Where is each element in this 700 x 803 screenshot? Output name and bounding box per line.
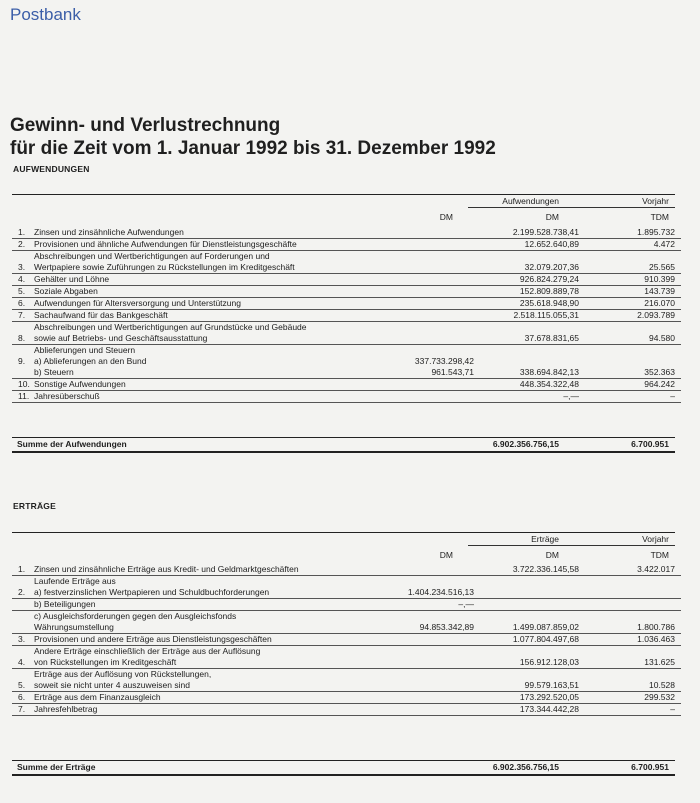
row-value-dm: –,—	[374, 599, 474, 611]
table-row	[12, 345, 681, 368]
header-ertraege: Erträge	[531, 534, 559, 544]
row-value-total: 1.077.804.497,68	[474, 634, 585, 646]
row-value-vorjahr: 1.895.732	[585, 227, 681, 239]
row-number	[12, 599, 34, 611]
row-value-dm	[374, 704, 474, 716]
row-value-vorjahr: 3.422.017	[585, 564, 681, 576]
row-label	[34, 379, 374, 391]
row-label	[34, 564, 374, 576]
table-row	[12, 611, 681, 634]
row-label-line: Zinsen und zinsähnliche Erträge aus Kredit- und Geldmarktgeschäften	[34, 564, 299, 574]
row-value-total: 2.199.528.738,41	[474, 227, 585, 239]
row-value-dm	[374, 298, 474, 310]
row-label	[34, 692, 374, 704]
row-number: 9.	[18, 356, 26, 366]
row-label-line: Andere Erträge einschließlich der Erträge aus der Auflösung	[34, 646, 261, 656]
row-label	[34, 227, 374, 239]
row-value-vorjahr: 4.472	[585, 239, 681, 251]
header-vorjahr: Vorjahr	[642, 196, 669, 206]
row-label-line: Gehälter und Löhne	[34, 274, 110, 284]
row-value-total: 32.079.207,36	[474, 251, 585, 274]
row-label	[34, 239, 374, 251]
section-label-ertraege: ERTRÄGE	[13, 501, 56, 511]
table-row	[12, 239, 681, 251]
table-row	[12, 298, 681, 310]
row-label	[34, 599, 374, 611]
page-title	[10, 114, 496, 160]
row-label	[34, 298, 374, 310]
row-value-vorjahr: 910.399	[585, 274, 681, 286]
header-unit-dm-3: DM	[439, 550, 453, 560]
row-label-line: sowie auf Betriebs- und Geschäftsausstattung	[34, 333, 208, 343]
row-label-line: b) Beteiligungen	[34, 599, 96, 609]
row-number	[12, 611, 34, 634]
table-row	[12, 227, 681, 239]
row-value-dm	[374, 692, 474, 704]
summe-ertraege-vorjahr: 6.700.951	[631, 762, 669, 772]
row-label-line: Soziale Abgaben	[34, 286, 98, 296]
row-value-total: 99.579.163,51	[474, 669, 585, 692]
table-row	[12, 634, 681, 646]
row-value-vorjahr: 216.070	[585, 298, 681, 310]
row-value-total: 448.354.322,48	[474, 379, 585, 391]
row-label	[34, 310, 374, 322]
row-value-dm: 961.543,71	[374, 367, 474, 379]
row-label-line: a) festverzinslichen Wertpapieren und Schuldbuchforderungen	[34, 587, 270, 597]
brand-logo-text: Postbank	[10, 5, 81, 24]
row-number: 1.	[12, 227, 34, 239]
row-label	[34, 646, 374, 669]
title-line-1: Gewinn- und Verlustrechnung	[10, 115, 281, 136]
row-value-total: 173.292.520,05	[474, 692, 585, 704]
row-value-vorjahr: 25.565	[585, 251, 681, 274]
row-label-line: Erträge aus dem Finanzausgleich	[34, 692, 161, 702]
row-label-line: c) Ausgleichsforderungen gegen den Ausgleichsfonds	[34, 611, 237, 621]
table-row	[12, 391, 681, 403]
table-row	[12, 646, 681, 669]
row-value-total: 156.912.128,03	[474, 646, 585, 669]
row-value-dm	[374, 227, 474, 239]
row-label	[34, 367, 374, 379]
row-label-line: Ablieferungen und Steuern	[34, 345, 136, 355]
row-value-dm: 94.853.342,89	[374, 611, 474, 634]
header-aufwendungen: Aufwendungen	[502, 196, 559, 206]
header-unit-tdm: TDM	[650, 212, 669, 222]
row-label-line: Wertpapiere sowie Zuführungen zu Rückstellungen im Kreditgeschäft	[34, 262, 295, 272]
row-number: 7.	[12, 704, 34, 716]
row-value-vorjahr: –	[585, 391, 681, 403]
row-value-vorjahr: 2.093.789	[585, 310, 681, 322]
row-value-dm	[374, 391, 474, 403]
row-value-total	[474, 576, 585, 599]
row-number: 3.	[12, 634, 34, 646]
row-value-dm	[374, 286, 474, 298]
row-value-vorjahr	[585, 345, 681, 368]
row-label-line: b) Steuern	[34, 367, 74, 377]
row-value-dm	[374, 310, 474, 322]
row-value-dm	[374, 634, 474, 646]
row-number: 1.	[12, 564, 34, 576]
row-value-vorjahr: 1.800.786	[585, 611, 681, 634]
row-value-total: 926.824.279,24	[474, 274, 585, 286]
row-number: 2.	[12, 576, 34, 599]
summe-ertraege-row	[12, 760, 675, 776]
row-label	[34, 669, 374, 692]
row-label-line: Erträge aus der Auflösung von Rückstellungen,	[34, 669, 212, 679]
row-value-total: –,—	[474, 391, 585, 403]
row-value-total	[474, 345, 585, 368]
row-label-line: Aufwendungen für Altersversorgung und Unterstützung	[34, 298, 241, 308]
summe-ertraege-value: 6.902.356.756,15	[492, 762, 559, 772]
row-number: 2.	[12, 239, 34, 251]
row-value-dm	[374, 251, 474, 274]
row-number: 6.	[12, 692, 34, 704]
row-number: 8.	[12, 322, 34, 345]
row-value-vorjahr: 964.242	[585, 379, 681, 391]
row-label-line: Provisionen und andere Erträge aus Dienstleistungsgeschäften	[34, 634, 272, 644]
row-label-line: Zinsen und zinsähnliche Aufwendungen	[34, 227, 184, 237]
row-label-line: Laufende Erträge aus	[34, 576, 116, 586]
row-number: 3.	[12, 251, 34, 274]
row-label-line: Provisionen und ähnliche Aufwendungen für Dienstleistungsgeschäfte	[34, 239, 297, 249]
row-label-line: soweit sie nicht unter 4 auszuweisen sind	[34, 680, 190, 690]
row-label	[34, 251, 374, 274]
row-value-dm	[374, 274, 474, 286]
ertraege-table	[12, 564, 681, 716]
row-value-vorjahr: 299.532	[585, 692, 681, 704]
row-value-total: 235.618.948,90	[474, 298, 585, 310]
row-number: 7.	[12, 310, 34, 322]
table-row	[12, 310, 681, 322]
row-number: 5.	[12, 286, 34, 298]
row-label	[34, 391, 374, 403]
row-label	[34, 611, 374, 634]
summe-aufwendungen-label: Summe der Aufwendungen	[17, 439, 127, 449]
row-value-dm	[374, 379, 474, 391]
row-label-line: Sachaufwand für das Bankgeschäft	[34, 310, 168, 320]
row-value-total: 338.694.842,13	[474, 367, 585, 379]
row-value-total: 152.809.889,78	[474, 286, 585, 298]
row-number: 5.	[12, 669, 34, 692]
title-line-2: für die Zeit vom 1. Januar 1992 bis 31. Dezember 1992	[10, 138, 496, 159]
row-value-vorjahr: 10.528	[585, 669, 681, 692]
row-value-dm	[374, 239, 474, 251]
table-row	[12, 599, 681, 611]
aufwendungen-column-header	[12, 194, 675, 226]
row-label-line: Währungsumstellung	[34, 622, 114, 632]
header-unit-dm-4: DM	[545, 550, 559, 560]
table-row	[12, 274, 681, 286]
row-value-vorjahr: 131.625	[585, 646, 681, 669]
summe-aufwendungen-value: 6.902.356.756,15	[492, 439, 559, 449]
row-label	[34, 345, 374, 368]
row-value-total: 3.722.336.145,58	[474, 564, 585, 576]
row-value-vorjahr	[585, 576, 681, 599]
row-label	[34, 634, 374, 646]
row-label	[34, 322, 374, 345]
table-row	[12, 576, 681, 599]
row-number	[12, 367, 34, 379]
row-value-vorjahr: –	[585, 704, 681, 716]
header-vorjahr-2: Vorjahr	[642, 534, 669, 544]
row-value-total: 37.678.831,65	[474, 322, 585, 345]
row-label-line: von Rückstellungen im Kreditgeschäft	[34, 657, 177, 667]
table-row	[12, 251, 681, 274]
row-number: 6.	[12, 298, 34, 310]
table-row	[12, 379, 681, 391]
row-value-total	[474, 599, 585, 611]
row-value-vorjahr: 1.036.463	[585, 634, 681, 646]
table-row	[12, 367, 681, 379]
section-label-aufwendungen: AUFWENDUNGEN	[13, 164, 90, 174]
row-label	[34, 286, 374, 298]
row-number: 4.	[12, 274, 34, 286]
table-row	[12, 692, 681, 704]
row-value-dm	[374, 669, 474, 692]
row-label	[34, 576, 374, 599]
row-value-total: 173.344.442,28	[474, 704, 585, 716]
row-value-dm	[374, 322, 474, 345]
row-label-line: Sonstige Aufwendungen	[34, 379, 126, 389]
ertraege-column-header	[12, 532, 675, 564]
header-unit-tdm-2: TDM	[650, 550, 669, 560]
row-value-vorjahr: 352.363	[585, 367, 681, 379]
header-unit-dm-1: DM	[439, 212, 453, 222]
row-value-vorjahr: 94.580	[585, 322, 681, 345]
aufwendungen-table	[12, 227, 681, 403]
table-row	[12, 564, 681, 576]
row-number: 10.	[12, 379, 34, 391]
row-value-total: 1.499.087.859,02	[474, 611, 585, 634]
row-value-dm	[374, 564, 474, 576]
row-label-line: Jahresfehlbetrag	[34, 704, 98, 714]
row-label-line: Abschreibungen und Wertberichtigungen auf Grundstücke und Gebäude	[34, 322, 307, 332]
row-value-vorjahr	[585, 599, 681, 611]
row-label	[34, 274, 374, 286]
table-row	[12, 286, 681, 298]
row-number: 11.	[12, 391, 34, 403]
row-value-vorjahr: 143.739	[585, 286, 681, 298]
row-value-total: 2.518.115.055,31	[474, 310, 585, 322]
summe-ertraege-label: Summe der Erträge	[17, 762, 96, 772]
summe-aufwendungen-vorjahr: 6.700.951	[631, 439, 669, 449]
row-value-dm	[374, 646, 474, 669]
header-unit-dm-2: DM	[545, 212, 559, 222]
table-row	[12, 704, 681, 716]
row-label-line: Abschreibungen und Wertberichtigungen auf Forderungen und	[34, 251, 270, 261]
summe-aufwendungen-row	[12, 437, 675, 453]
row-number: 4.	[12, 646, 34, 669]
row-value-dm: 337.733.298,42	[414, 356, 474, 366]
row-label-line: Jahresüberschuß	[34, 391, 100, 401]
table-row	[12, 322, 681, 345]
table-row	[12, 669, 681, 692]
row-label-line: a) Ablieferungen an den Bund	[34, 356, 147, 366]
row-value-total: 12.652.640,89	[474, 239, 585, 251]
row-label	[34, 704, 374, 716]
row-value-dm: 1.404.234.516,13	[374, 576, 474, 599]
